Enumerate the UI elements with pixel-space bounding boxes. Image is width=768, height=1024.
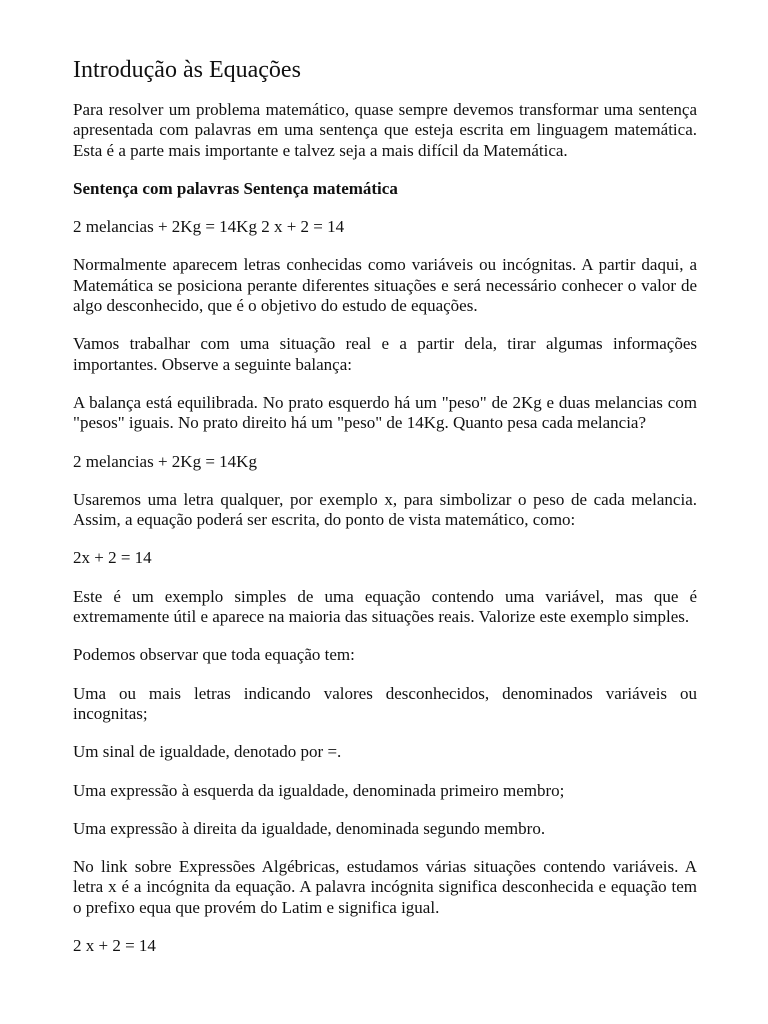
paragraph-situation: Vamos trabalhar com uma situação real e a partir dela, tirar algumas informações importantes. Observe a seguinte balança:	[73, 334, 697, 374]
equation-example-4: 2 x + 2 = 14	[73, 936, 156, 956]
paragraph-simple-example: Este é um exemplo simples de uma equação contendo uma variável, mas que é extremamente útil e aparece na maioria das situações reais. Valorize este exemplo simples.	[73, 586, 697, 627]
document-page	[73, 56, 697, 974]
paragraph-letter-x: Usaremos uma letra qualquer, por exemplo x, para simbolizar o peso de cada melancia. Assim, a equação poderá ser escrita, do ponto de vista matemático, como:	[73, 489, 697, 530]
paragraph-observe: Podemos observar que toda equação tem:	[73, 645, 355, 665]
equation-example-2: 2 melancias + 2Kg = 14Kg	[73, 451, 257, 471]
paragraph-balance: A balança está equilibrada. No prato esquerdo há um "peso" de 2Kg e duas melancias com "pesos" iguais. No prato direito há um "peso" de 14Kg. Quanto pesa cada melancia?	[73, 392, 697, 433]
paragraph-first-member: Uma expressão à esquerda da igualdade, denominada primeiro membro;	[73, 780, 565, 800]
paragraph-algebraic-link: No link sobre Expressões Algébricas, estudamos várias situações contendo variáveis. A letra x é a incógnita da equação. A palavra incógnita significa desconhecida e equação tem o prefixo equa que provém do Latim e significa igual.	[73, 857, 697, 917]
equation-example-3: 2x + 2 = 14	[73, 548, 152, 568]
paragraph-second-member: Uma expressão à direita da igualdade, denominada segundo membro.	[73, 818, 546, 838]
equation-example-1: 2 melancias + 2Kg = 14Kg 2 x + 2 = 14	[73, 217, 345, 237]
section-heading: Sentença com palavras Sentença matemática	[73, 178, 398, 198]
paragraph-intro: Para resolver um problema matemático, quase sempre devemos transformar uma sentença apresentada com palavras em uma sentença que esteja escrita em linguagem matemática. Esta é a parte mais importante e talvez seja a mais difícil da Matemática.	[73, 100, 697, 160]
paragraph-letters: Uma ou mais letras indicando valores desconhecidos, denominados variáveis ou incognitas;	[73, 683, 697, 723]
paragraph-equal-sign: Um sinal de igualdade, denotado por =.	[73, 742, 342, 762]
paragraph-variables: Normalmente aparecem letras conhecidas como variáveis ou incógnitas. A partir daqui, a Matemática se posiciona perante diferentes situações e será necessário conhecer o valor de algo desconhecido, que é o objetivo do estudo de equações.	[73, 255, 697, 316]
page-title: Introdução às Equações	[73, 57, 301, 83]
